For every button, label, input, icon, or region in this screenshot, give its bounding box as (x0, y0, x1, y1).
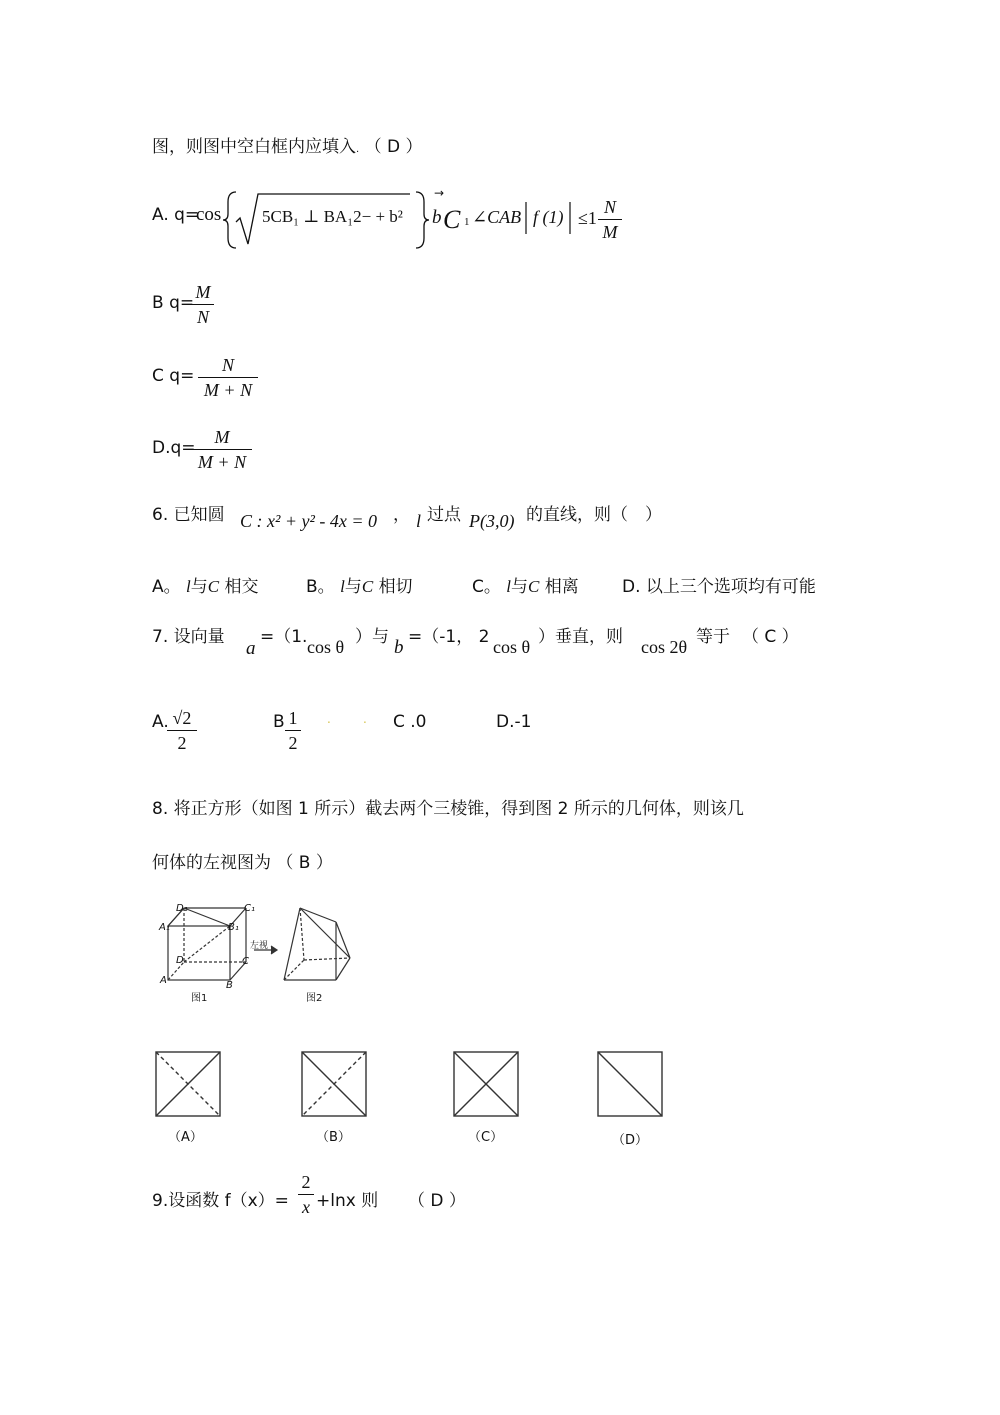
q8-arrow-label: 左视 (250, 941, 269, 951)
q5-option-a-fraction: N M (598, 196, 622, 243)
figure-2-caption: 图2 (306, 993, 323, 1004)
choice-d-diagram (598, 1052, 662, 1116)
q7-eq2: =（-1， 2 (408, 627, 490, 647)
choice-d-label: （D） (612, 1133, 649, 1148)
q9-prefix: 9.设函数 f（x）= (152, 1191, 289, 1211)
q6-option-a: A。 l与C 相交 (152, 577, 259, 597)
q5-option-a-f: f (1) (533, 207, 564, 227)
q6-option-b: B。 l与C 相切 (306, 577, 413, 597)
choice-c-diagram (454, 1052, 518, 1116)
q5-option-a-le: ≤1 (578, 208, 597, 228)
q5-option-b-label: B q= (152, 293, 195, 313)
q7-cos1: cos θ (307, 637, 345, 657)
choice-b-diagram (302, 1052, 366, 1116)
q6-comma: ， (393, 505, 410, 525)
choice-a-label: （A） (168, 1130, 203, 1145)
q5-option-a-cos: cos (196, 204, 222, 225)
q7-perp: ）垂直，则 (538, 627, 623, 647)
q7-option-a-fraction: √2 2 (167, 707, 197, 754)
choice-b-label: （B） (316, 1130, 351, 1145)
q8-line2: 何体的左视图为 （ B ） (152, 853, 333, 873)
q7-vector-b: b (394, 637, 404, 658)
q5-option-b-fraction: M N (192, 281, 214, 328)
q7-option-a-label: A. (152, 712, 169, 732)
q9-suffix: +lnx 则 (316, 1191, 379, 1211)
stray-dot: . (327, 712, 331, 726)
label-b: B (226, 980, 233, 991)
q9-fraction: 2 x (298, 1171, 314, 1218)
stray-dot: . (363, 712, 367, 726)
q6-prefix: 6. 已知圆 (152, 505, 225, 525)
q5-option-c-label: C q= (152, 366, 195, 386)
q9-answer: （ D ） (408, 1191, 466, 1211)
q6-through: 过点 (427, 505, 461, 525)
label-b1: B₁ (228, 922, 239, 933)
q5-continuation: 图，则图中空白框内应填入. （ D ） (152, 137, 423, 157)
figure-1-cube (168, 908, 246, 980)
q7-equals: 等于 (696, 627, 730, 647)
q6-suffix: 的直线，则（ ） (526, 505, 662, 525)
q5-abs-bar-left (524, 200, 528, 236)
q6-circle-equation: C : x² + y² - 4x = 0 (240, 511, 378, 531)
label-d1: D₁ (176, 903, 188, 914)
q5-option-d-fraction: M M + N (192, 426, 252, 473)
q5-option-a-label: A. q= (152, 205, 200, 225)
vector-arrow-icon: → (434, 186, 445, 200)
q6-option-c: C。 l与C 相离 (472, 577, 579, 597)
q5-option-d-label: D.q= (152, 438, 196, 458)
label-a1: A₁ (159, 922, 170, 933)
figure-1-caption: 图1 (191, 993, 208, 1004)
q8-cube-figures (150, 896, 400, 1016)
choice-c-label: （C） (468, 1130, 504, 1145)
q7-vector-a: a (246, 638, 256, 659)
q7-option-b-fraction: 1 2 (285, 707, 301, 754)
q6-line-l: l (416, 511, 422, 531)
figure-2-solid (284, 908, 350, 980)
q8-choice-diagrams (150, 1046, 670, 1122)
q6-option-d: D. 以上三个选项均有可能 (622, 577, 816, 597)
q7-option-d: D.-1 (496, 712, 532, 732)
label-d: D (176, 955, 184, 966)
q7-option-b-label: B (273, 712, 285, 732)
q7-cos2theta: cos 2θ (641, 637, 688, 657)
label-c1: C₁ (244, 903, 255, 914)
q5-abs-bar-right (568, 200, 572, 236)
q8-line1: 8. 将正方形（如图 1 所示）截去两个三棱锥，得到图 2 所示的几何体，则该几 (152, 799, 744, 819)
q5-option-c-fraction: N M + N (198, 354, 258, 401)
choice-a-diagram (156, 1052, 220, 1116)
q5-option-a-sub: 1 (464, 216, 470, 228)
q7-prefix: 7. 设向量 (152, 627, 225, 647)
q7-and: ）与 (355, 627, 389, 647)
q5-option-a-angle: ∠CAB (472, 207, 522, 227)
q5-option-a-b: b (432, 207, 442, 228)
label-c: C (242, 956, 249, 967)
q5-option-a-c: C (443, 205, 461, 234)
q6-point: P(3,0) (469, 511, 515, 531)
q7-option-c: C .0 (393, 712, 427, 732)
q7-answer: （ C ） (742, 627, 799, 647)
q5-option-a-radicand: 5CB₁ ⊥ BA₁2− + b² (262, 207, 403, 226)
label-a: A (160, 975, 167, 986)
q7-cos2: cos θ (493, 637, 531, 657)
q7-eq1: =（1. (260, 627, 308, 647)
